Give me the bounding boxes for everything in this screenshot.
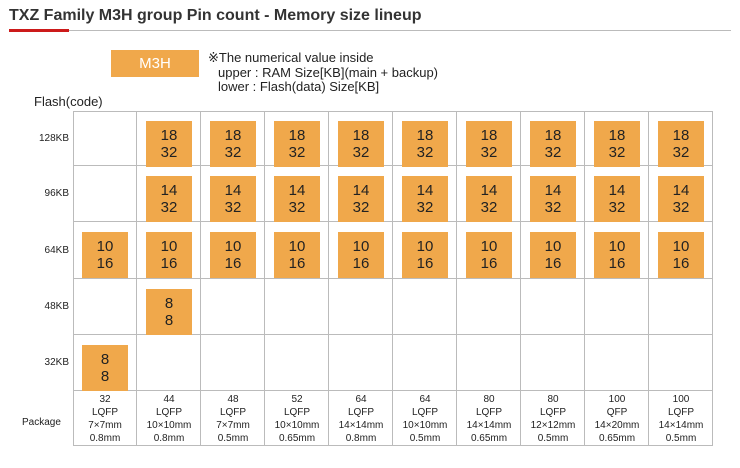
package-axis-label: Package [22,417,61,428]
package-type: LQFP [155,407,183,418]
ram-size-value: 18 [160,127,178,144]
package-type: LQFP [283,407,311,418]
package-info [393,393,457,445]
package-info [73,393,137,445]
package-type: QFP [606,407,628,418]
data-flash-size-value: 8 [100,368,110,385]
ram-size-value: 18 [480,127,498,144]
grid-cell [73,166,137,222]
data-flash-size-value: 16 [352,255,370,272]
grid-cell [329,335,393,391]
m3h-product-box [594,121,640,167]
m3h-product-box [274,176,320,222]
package-pitch: 0.5mm [409,433,441,444]
data-flash-size-value: 32 [672,199,690,216]
m3h-product-box [594,176,640,222]
data-flash-size-value: 16 [480,255,498,272]
m3h-product-box [402,121,448,167]
ram-size-value: 10 [160,238,178,255]
m3h-product-box [466,121,512,167]
m3h-product-box [338,121,384,167]
m3h-product-box [530,232,576,278]
data-flash-size-value: 32 [416,199,434,216]
package-info [201,393,265,445]
m3h-product-box [658,232,704,278]
ram-size-value: 14 [224,182,242,199]
m3h-product-box [338,232,384,278]
package-type: LQFP [539,407,567,418]
data-flash-size-value: 16 [672,255,690,272]
ram-size-value: 10 [672,238,690,255]
grid-cell [457,279,521,335]
ram-size-value: 10 [480,238,498,255]
package-pins: 100 [672,394,690,405]
m3h-product-box [146,289,192,335]
package-type: LQFP [411,407,439,418]
package-pitch: 0.65mm [278,433,316,444]
ram-size-value: 18 [352,127,370,144]
package-info [457,393,521,445]
m3h-product-box [146,176,192,222]
ram-size-value: 8 [164,295,174,312]
data-flash-size-value: 32 [288,144,306,161]
package-type: LQFP [475,407,503,418]
ram-size-value: 18 [288,127,306,144]
flash-size-label: 32KB [44,357,69,368]
data-flash-size-value: 32 [352,199,370,216]
package-pins: 100 [608,394,626,405]
package-size: 7×7mm [88,420,122,431]
m3h-product-box [82,232,128,278]
ram-size-value: 10 [96,238,114,255]
legend-m3h-swatch: M3H [111,50,199,77]
data-flash-size-value: 16 [416,255,434,272]
flash-size-label: 64KB [44,244,69,256]
package-pins: 64 [419,394,431,405]
package-pins: 52 [291,394,303,405]
package-size: 7×7mm [216,420,250,431]
ram-size-value: 10 [224,238,242,255]
ram-size-value: 10 [608,238,626,255]
package-info [329,393,393,445]
grid-cell [457,335,521,391]
package-info [521,393,585,445]
ram-size-value: 14 [288,182,306,199]
package-size: 14×14mm [466,420,512,431]
page-title: TXZ Family M3H group Pin count - Memory size lineup [9,7,422,24]
data-flash-size-value: 32 [480,144,498,161]
grid-cell [73,279,137,335]
legend-note [208,51,438,95]
m3h-product-box [274,232,320,278]
grid-cell [393,335,457,391]
grid-cell [73,111,137,166]
legend-note-line: upper : RAM Size[KB](main + backup) [218,64,439,80]
package-size: 10×10mm [146,420,192,431]
m3h-product-box [402,176,448,222]
ram-size-value: 18 [672,127,690,144]
ram-size-value: 14 [352,182,370,199]
title-accent-bar [9,29,69,32]
grid-cell [137,335,201,391]
m3h-product-box [82,345,128,391]
ram-size-value: 14 [416,182,434,199]
package-pins: 80 [547,394,559,405]
m3h-product-box [274,121,320,167]
package-info [649,393,713,445]
package-type: LQFP [667,407,695,418]
data-flash-size-value: 32 [672,144,690,161]
m3h-product-box [210,121,256,167]
data-flash-size-value: 16 [544,255,562,272]
data-flash-size-value: 32 [288,199,306,216]
m3h-product-box [210,176,256,222]
data-flash-size-value: 16 [288,255,306,272]
package-type: LQFP [347,407,375,418]
package-pins: 44 [163,394,175,405]
package-size: 12×12mm [530,420,576,431]
m3h-product-box [658,176,704,222]
ram-size-value: 14 [544,182,562,199]
package-pitch: 0.8mm [345,433,377,444]
grid-cell [649,279,713,335]
package-info [585,393,649,445]
flash-size-label: 48KB [44,301,69,312]
ram-size-value: 18 [544,127,562,144]
m3h-product-box [210,232,256,278]
grid-cell [521,335,585,391]
ram-size-value: 10 [544,238,562,255]
data-flash-size-value: 32 [160,199,178,216]
flash-size-label: 128KB [38,132,69,144]
data-flash-size-value: 32 [224,144,242,161]
m3h-product-box [466,176,512,222]
package-size: 14×20mm [594,420,640,431]
ram-size-value: 18 [224,127,242,144]
m3h-product-box [466,232,512,278]
ram-size-value: 14 [608,182,626,199]
grid-cell [265,279,329,335]
data-flash-size-value: 16 [224,255,242,272]
package-pitch: 0.5mm [665,433,697,444]
data-flash-size-value: 32 [608,144,626,161]
package-pins: 80 [483,394,495,405]
grid-cell [649,335,713,391]
grid-cell [201,335,265,391]
package-pins: 48 [227,394,239,405]
package-pitch: 0.65mm [470,433,508,444]
grid-cell [393,279,457,335]
grid-cell [585,279,649,335]
package-size: 14×14mm [658,420,704,431]
package-pitch: 0.5mm [217,433,249,444]
m3h-product-box [146,232,192,278]
data-flash-size-value: 16 [160,255,178,272]
flash-size-label: 96KB [44,188,69,199]
data-flash-size-value: 32 [544,199,562,216]
grid-cell [585,335,649,391]
package-pitch: 0.8mm [153,433,185,444]
grid-cell [521,279,585,335]
package-size: 14×14mm [338,420,384,431]
package-type: LQFP [219,407,247,418]
data-flash-size-value: 32 [224,199,242,216]
ram-size-value: 18 [416,127,434,144]
data-flash-size-value: 32 [416,144,434,161]
title-divider [9,30,731,31]
m3h-product-box [530,176,576,222]
package-pitch: 0.5mm [537,433,569,444]
ram-size-value: 10 [288,238,306,255]
m3h-product-box [146,121,192,167]
grid-cell [201,279,265,335]
ram-size-value: 8 [100,351,110,368]
legend-note-line: lower : Flash(data) Size[KB] [218,79,380,94]
package-pins: 32 [99,394,111,405]
ram-size-value: 14 [672,182,690,199]
data-flash-size-value: 32 [160,144,178,161]
package-info [265,393,329,445]
package-pitch: 0.8mm [89,433,121,444]
m3h-product-box [338,176,384,222]
package-pitch: 0.65mm [598,433,636,444]
data-flash-size-value: 32 [352,144,370,161]
grid-cell [265,335,329,391]
package-pins: 64 [355,394,367,405]
data-flash-size-value: 16 [608,255,626,272]
package-size: 10×10mm [274,420,320,431]
package-type: LQFP [91,407,119,418]
data-flash-size-value: 32 [480,199,498,216]
data-flash-size-value: 8 [164,312,174,329]
flash-axis-label: Flash(code) [34,94,103,109]
m3h-product-box [658,121,704,167]
data-flash-size-value: 32 [608,199,626,216]
ram-size-value: 14 [160,182,178,199]
data-flash-size-value: 16 [96,255,114,272]
m3h-product-box [402,232,448,278]
ram-size-value: 18 [608,127,626,144]
ram-size-value: 14 [480,182,498,199]
package-info [137,393,201,445]
legend-note-line: ※The numerical value inside [208,50,374,65]
ram-size-value: 10 [416,238,434,255]
data-flash-size-value: 32 [544,144,562,161]
m3h-product-box [594,232,640,278]
grid-cell [329,279,393,335]
m3h-product-box [530,121,576,167]
ram-size-value: 10 [352,238,370,255]
package-size: 10×10mm [402,420,448,431]
